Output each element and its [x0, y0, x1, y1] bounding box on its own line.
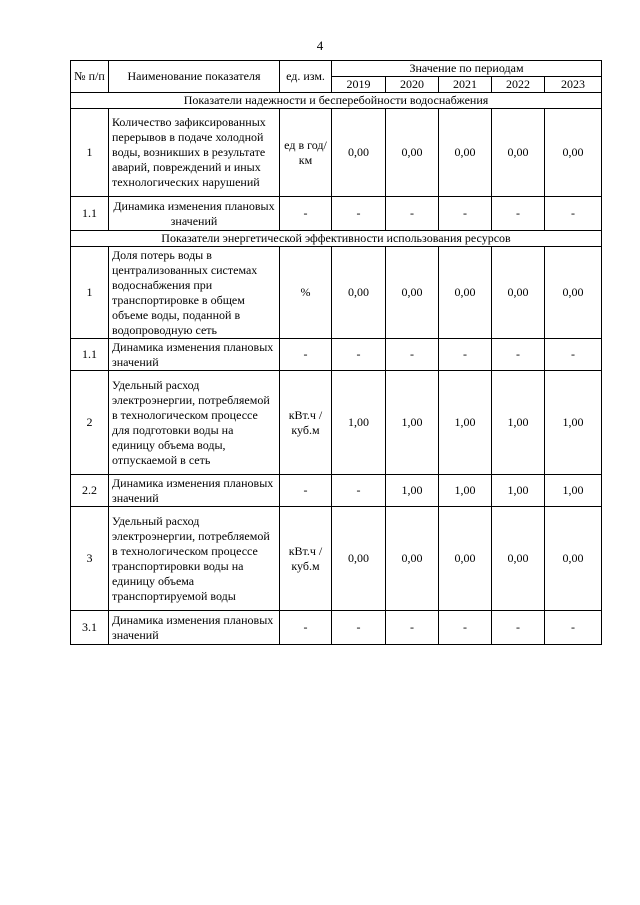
- row-value: -: [439, 197, 492, 231]
- table-row: [71, 247, 602, 339]
- header-name: Наименование показателя: [109, 61, 280, 93]
- row-name: Количество зафиксированных перерывов в подаче холодной воды, возникших в результате аварий, повреждений и иных технологических нарушений: [109, 109, 280, 197]
- table-row: [71, 507, 602, 611]
- row-name: Удельный расход электроэнергии, потребляемой в технологическом процессе для подготовки воды на единицу объема воды, отпускаемой в сеть: [109, 371, 280, 475]
- row-value: -: [492, 611, 545, 645]
- header-year: 2022: [492, 77, 545, 93]
- row-value: 1,00: [545, 371, 602, 475]
- row-value: -: [439, 611, 492, 645]
- table-row: [71, 197, 602, 231]
- row-value: 0,00: [439, 109, 492, 197]
- row-value: -: [492, 339, 545, 371]
- table-row: [71, 475, 602, 507]
- row-name: Динамика изменения плановых значений: [109, 475, 280, 507]
- row-num: 1.1: [71, 197, 109, 231]
- table-row: [71, 611, 602, 645]
- row-name: Динамика изменения плановых значений: [109, 197, 280, 231]
- row-unit: кВт.ч / куб.м: [280, 371, 332, 475]
- section-title: Показатели энергетической эффективности использования ресурсов: [71, 231, 602, 247]
- row-value: 0,00: [439, 247, 492, 339]
- row-value: 0,00: [386, 109, 439, 197]
- row-value: -: [332, 197, 386, 231]
- row-num: 1.1: [71, 339, 109, 371]
- row-value: 1,00: [545, 475, 602, 507]
- page-number: 4: [316, 38, 324, 53]
- row-value: 0,00: [492, 247, 545, 339]
- row-value: -: [492, 197, 545, 231]
- row-name: Динамика изменения плановых значений: [109, 611, 280, 645]
- indicators-table: [70, 60, 602, 645]
- row-unit: -: [280, 611, 332, 645]
- row-unit: -: [280, 197, 332, 231]
- table-row: [71, 109, 602, 197]
- row-value: 0,00: [386, 507, 439, 611]
- row-num: 1: [71, 109, 109, 197]
- row-num: 2.2: [71, 475, 109, 507]
- section-title: Показатели надежности и бесперебойности водоснабжения: [71, 93, 602, 109]
- row-value: 1,00: [492, 475, 545, 507]
- row-value: -: [386, 197, 439, 231]
- table-row: [71, 371, 602, 475]
- row-value: 1,00: [386, 371, 439, 475]
- row-value: 0,00: [332, 507, 386, 611]
- header-year: 2020: [386, 77, 439, 93]
- row-value: 1,00: [332, 371, 386, 475]
- row-num: 3.1: [71, 611, 109, 645]
- row-value: -: [332, 339, 386, 371]
- row-value: 0,00: [545, 247, 602, 339]
- row-value: 0,00: [332, 109, 386, 197]
- header-unit: ед. изм.: [280, 61, 332, 93]
- row-value: -: [545, 197, 602, 231]
- row-unit: ед в год/ км: [280, 109, 332, 197]
- row-value: 0,00: [545, 507, 602, 611]
- row-value: 0,00: [386, 247, 439, 339]
- row-value: -: [332, 611, 386, 645]
- row-value: 0,00: [545, 109, 602, 197]
- row-value: 0,00: [492, 507, 545, 611]
- section-row: [71, 93, 602, 109]
- row-value: 0,00: [332, 247, 386, 339]
- row-value: 1,00: [439, 475, 492, 507]
- table-row: [71, 339, 602, 371]
- row-value: 1,00: [386, 475, 439, 507]
- row-num: 1: [71, 247, 109, 339]
- header-year: 2023: [545, 77, 602, 93]
- header-year: 2019: [332, 77, 386, 93]
- header-periods: Значение по периодам: [332, 61, 602, 77]
- header-num: № п/п: [71, 61, 109, 93]
- row-value: 1,00: [439, 371, 492, 475]
- row-unit: %: [280, 247, 332, 339]
- row-value: 0,00: [492, 109, 545, 197]
- header-year: 2021: [439, 77, 492, 93]
- row-value: 1,00: [492, 371, 545, 475]
- row-name: Удельный расход электроэнергии, потребляемой в технологическом процессе транспортировки воды на единицу объема транспортируемой воды: [109, 507, 280, 611]
- row-value: -: [386, 339, 439, 371]
- row-name: Доля потерь воды в централизованных системах водоснабжения при транспортировке в общем объеме воды, поданной в водопроводную сеть: [109, 247, 280, 339]
- row-value: -: [332, 475, 386, 507]
- row-unit: -: [280, 339, 332, 371]
- row-unit: -: [280, 475, 332, 507]
- row-value: 0,00: [439, 507, 492, 611]
- row-unit: кВт.ч / куб.м: [280, 507, 332, 611]
- section-row: [71, 231, 602, 247]
- row-num: 2: [71, 371, 109, 475]
- row-name: Динамика изменения плановых значений: [109, 339, 280, 371]
- row-value: -: [545, 611, 602, 645]
- row-value: -: [439, 339, 492, 371]
- row-value: -: [386, 611, 439, 645]
- row-value: -: [545, 339, 602, 371]
- row-num: 3: [71, 507, 109, 611]
